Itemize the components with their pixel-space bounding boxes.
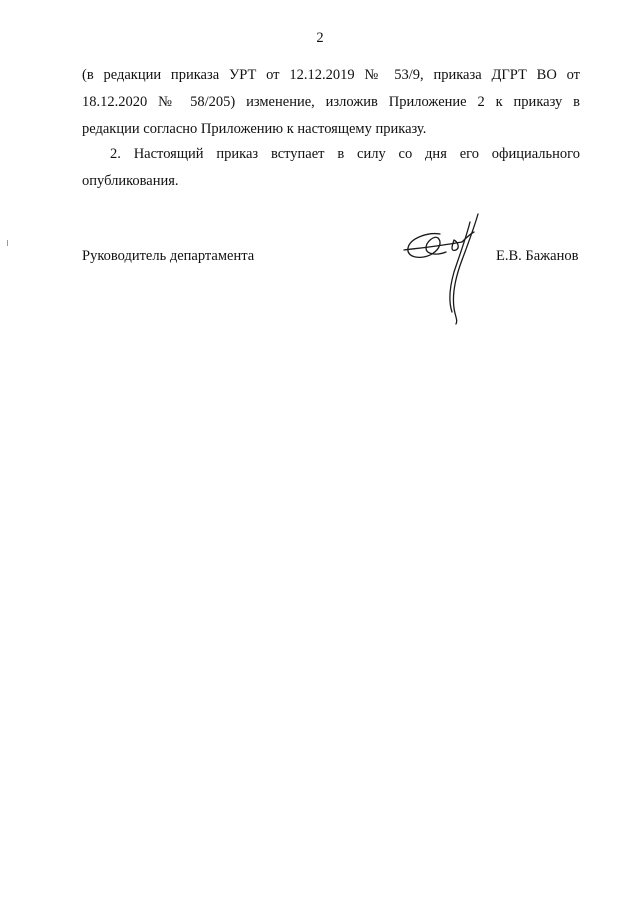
page-number: 2 [316,30,324,46]
paragraph-1-line-1: (в редакции приказа УРТ от 12.12.2019 № 53/9, приказа ДГРТ ВО от [82,67,580,83]
paragraph-2-line-1: 2. Настоящий приказ вступает в силу со дня его официального [110,146,580,162]
paragraph-2-line-2: опубликования. [82,173,179,189]
signer-name: Е.В. Бажанов [496,248,579,264]
margin-mark [7,240,8,246]
paragraph-1-line-3: редакции согласно Приложению к настоящему приказу. [82,121,427,137]
paragraph-2 [82,141,580,195]
paragraph-1 [82,62,580,143]
paragraph-1-line-2: 18.12.2020 № 58/205) изменение, изложив Приложение 2 к приказу в [82,94,580,110]
signer-position-title: Руководитель департамента [82,248,255,264]
handwritten-signature-icon [396,208,496,328]
